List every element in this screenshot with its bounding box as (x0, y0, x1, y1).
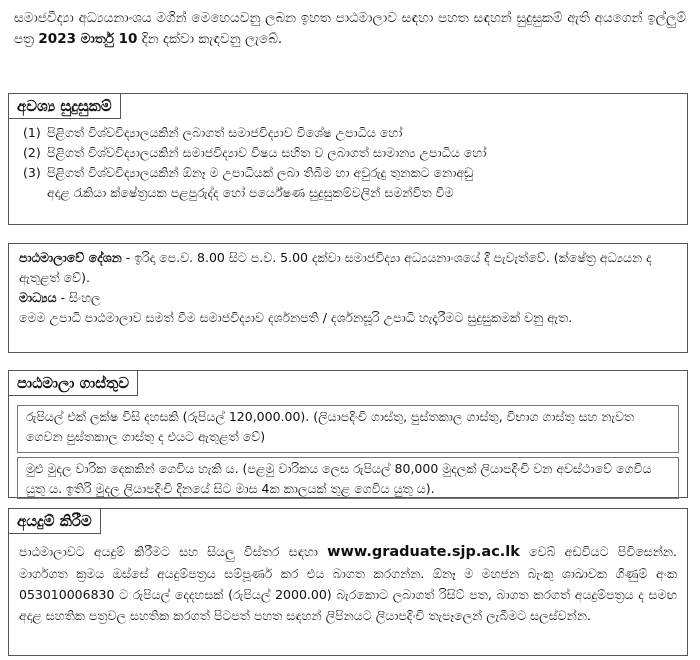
schedule-section (8, 243, 688, 353)
requirements-title: අවශ්‍ය සුදුසුකම් (9, 94, 121, 119)
requirements-section (8, 93, 688, 225)
medium-text: - සිංහල (60, 290, 101, 305)
list-item-text: පිළිගත් විශ්වවිද්‍යාලයකින් සමාජවිද්‍යාව විෂය සහිත ව ලබාගත් සාමාන්‍ය උපාධිය හෝ (47, 145, 487, 160)
list-item (23, 143, 677, 163)
apply-section (8, 508, 688, 656)
intro-paragraph (8, 6, 692, 54)
lecture-line (19, 248, 677, 288)
medium-label: මාධ්‍යය (19, 290, 57, 305)
fees-amount-block: රුපියල් එක් ලක්ෂ විසි දහසකි (රුපියල් 120,000.00). (ලියාපදිංචි ගාස්තු, පුස්තකාල ගාස්තු, විභාග ගාස්තු සහ නැවත ගෙවන පුස්තකාල ගාස්තු ද එයට ඇතුළත් වේ) (17, 405, 679, 453)
lecture-label: පාඨමාලාවේ දේශන (19, 250, 122, 265)
list-item-continuation: අදාළ රැකියා ක්ෂේත්‍රයක පළපුරුද්ද හෝ පර්යේෂණ සුදුසුකම්වලින් සමන්විත වීම (47, 185, 454, 200)
website-link[interactable]: www.graduate.sjp.ac.lk (327, 544, 520, 560)
list-item (23, 163, 677, 183)
list-item-number: (1) (23, 125, 41, 140)
fees-title: පාඨමාලා ගාස්තුව (9, 371, 138, 396)
lecture-text: - ඉරිදා පෙ.ව. 8.00 සිට ප.ව. 5.00 දක්වා සමාජවිද්‍යා අධ්‍යයනාංශයේ දී පැවැත්වේ. (ක්ෂේත්‍ර අධ්‍යයන ද ඇතුළත් වේ). (19, 250, 652, 285)
requirements-list (9, 119, 687, 203)
intro-text-2: දින දක්වා කැඳවනු ලැබේ. (141, 31, 283, 47)
fees-installment-block: මුළු මුදල වාරික දෙකකින් ගෙවිය හැකි ය. (පළමු වාරිකය ලෙස රුපියල් 80,000 මුදලක් ලියාපදිංචි වන අවස්ථාවේ ගෙවිය යුතු ය. ඉතිරි මුදල ලියාපදිංචි දිනයේ සිට මාස 4ක කාලයක් තුළ ගෙවිය යුතු ය). (17, 457, 679, 499)
list-item-text: පිළිගත් විශ්වවිද්‍යාලයකින් ඕනෑ ම උපාධියක් ලබා තිබීම හා අවුරුදු තුනකට නොඅඩු (47, 165, 474, 180)
qualification-note: මෙම උපාධි පාඨමාලාව සමත් වීම සමාජවිද්‍යාව දර්ශනපති / දර්ශනසූරි උපාධි හැදෑරීමට සුදුසුකමක් වනු ඇත. (19, 310, 573, 325)
list-item (23, 123, 677, 143)
list-item-number: (2) (23, 145, 41, 160)
intro-deadline-date: 2023 මාර්තු 10 (38, 31, 138, 47)
list-item-text: පිළිගත් විශ්වවිද්‍යාලයකින් ලබාගත් සමාජවිද්‍යාව විශේෂ උපාධිය හෝ (47, 125, 403, 140)
fees-section (8, 370, 688, 498)
intro-text-1: සමාජවිද්‍යා අධ්‍යයනාංශය මගින් මෙහෙයවනු ලබන ඉහත පාඨමාලාව සඳහා පහත සඳහන් සුදුසුකම් ඇති අයගෙන් ඉල්ලුම් පත්‍ර (14, 10, 686, 47)
apply-title: අයදුම් කිරීම (9, 509, 101, 534)
medium-line (19, 288, 677, 308)
apply-text-2: වෙබ් අඩවියට පිවිසෙන්න. මාර්ගගත ක්‍රමය ඔස්සේ අයදුම්පත්‍රය සම්පූර්ණ කර එය බාගත කරගන්න. ඕනෑ ම මහජන බැංකු ශාඛාවක ගිණුම් අංක 053010006830 ට රුපියල් දෙදහසක් (රුපියල් 2000.00) බැරකොට ලබාගත් රිසිට් පත, බාගත කරගත් අයදුම්පත්‍රය ද සමඟ අදාළ සහතික පත්‍රවල සහතික කරගත් පිටපත් පහත සඳහන් ලිපිනයට ලියාපදිංචි තැපෑලෙන් ලැබීමට සලස්වන්න. (19, 544, 677, 623)
list-item-number: (3) (23, 165, 41, 180)
apply-text-1: පාඨමාලාවට අයදුම් කිරීමට සහ සියලු විස්තර සඳහා (19, 544, 318, 559)
apply-instructions (9, 539, 687, 628)
